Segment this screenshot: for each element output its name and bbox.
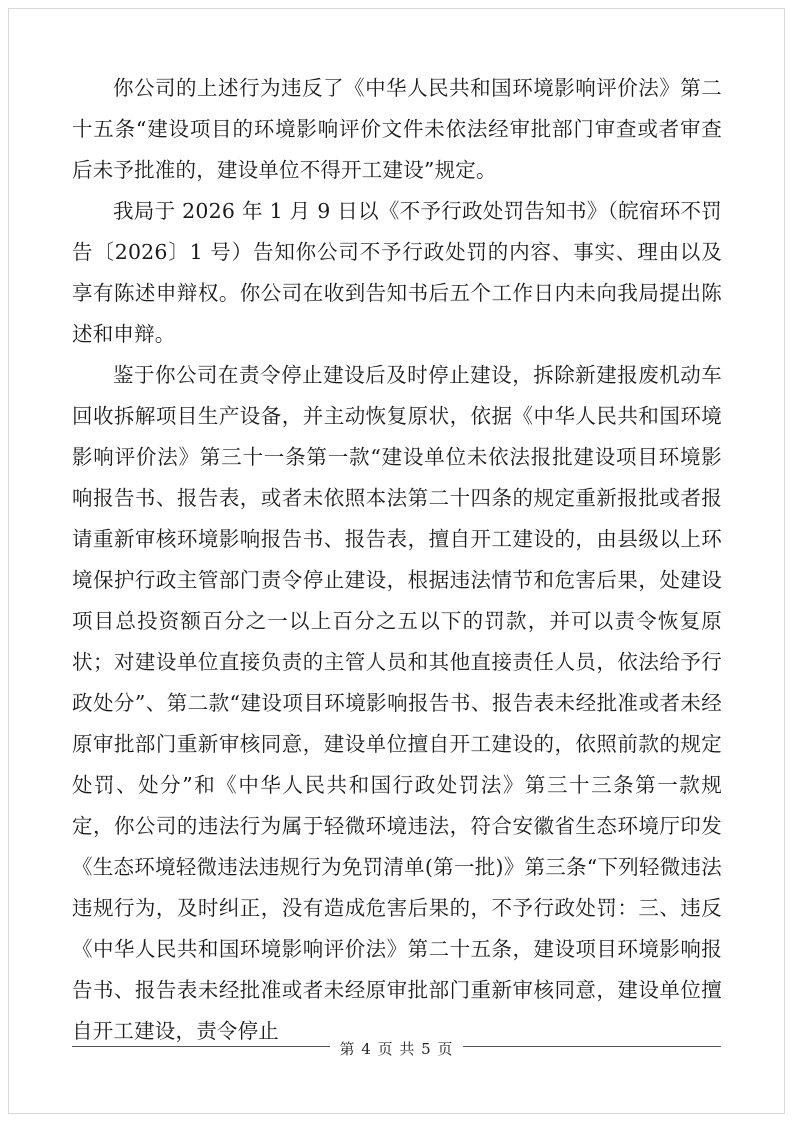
paragraph-2: 我局于 2026 年 1 月 9 日以《不予行政处罚告知书》（皖宿环不罚告〔2026〕1 号）告知你公司不予行政处罚的内容、事实、理由以及享有陈述申辩权。你公司在收到告知书后五个工作日内未向我局提出陈述和申辩。 <box>72 199 722 346</box>
paragraph-3: 鉴于你公司在责令停止建设后及时停止建设，拆除新建报废机动车回收拆解项目生产设备，并主动恢复原状，依据《中华人民共和国环境影响评价法》第三十一条第一款“建设单位未依法报批建设项目环境影响报告书、报告表，或者未依照本法第二十四条的规定重新报批或者报请重新审核环境影响报告书、报告表，擅自开工建设的，由县级以上环境保护行政主管部门责令停止建设，根据违法情节和危害后果，处建设项目总投资额百分之一以上百分之五以下的罚款，并可以责令恢复原状；对建设单位直接负责的主管人员和其他直接责任人员，依法给予行政处分”、第二款“建设项目环境影响报告书、报告表未经批准或者未经原审批部门重新审核同意，建设单位擅自开工建设的，依照前款的规定处罚、处分”和《中华人民共和国行政处罚法》第三十三条第一款规定，你公司的违法行为属于轻微环境违法，符合安徽省生态环境厅印发《生态环境轻微违法违规行为免罚清单(第一批)》第三条“下列轻微违法违规行为，及时纠正，没有造成危害后果的，不予行政处罚：三、违反《中华人民共和国环境影响评价法》第二十五条，建设项目环境影响报告书、报告表未经批准或者未经原审批部门重新审核同意，建设单位擅自开工建设，责令停止 <box>72 363 722 1043</box>
page-footer <box>0 1038 793 1059</box>
document-body <box>72 68 722 1052</box>
page-number-label: 第 4 页 共 5 页 <box>330 1038 464 1059</box>
paragraph-1: 你公司的上述行为违反了《中华人民共和国环境影响评价法》第二十五条“建设项目的环境影响评价文件未依法经审批部门审查或者审查后未予批准的，建设单位不得开工建设”规定。 <box>72 76 722 182</box>
